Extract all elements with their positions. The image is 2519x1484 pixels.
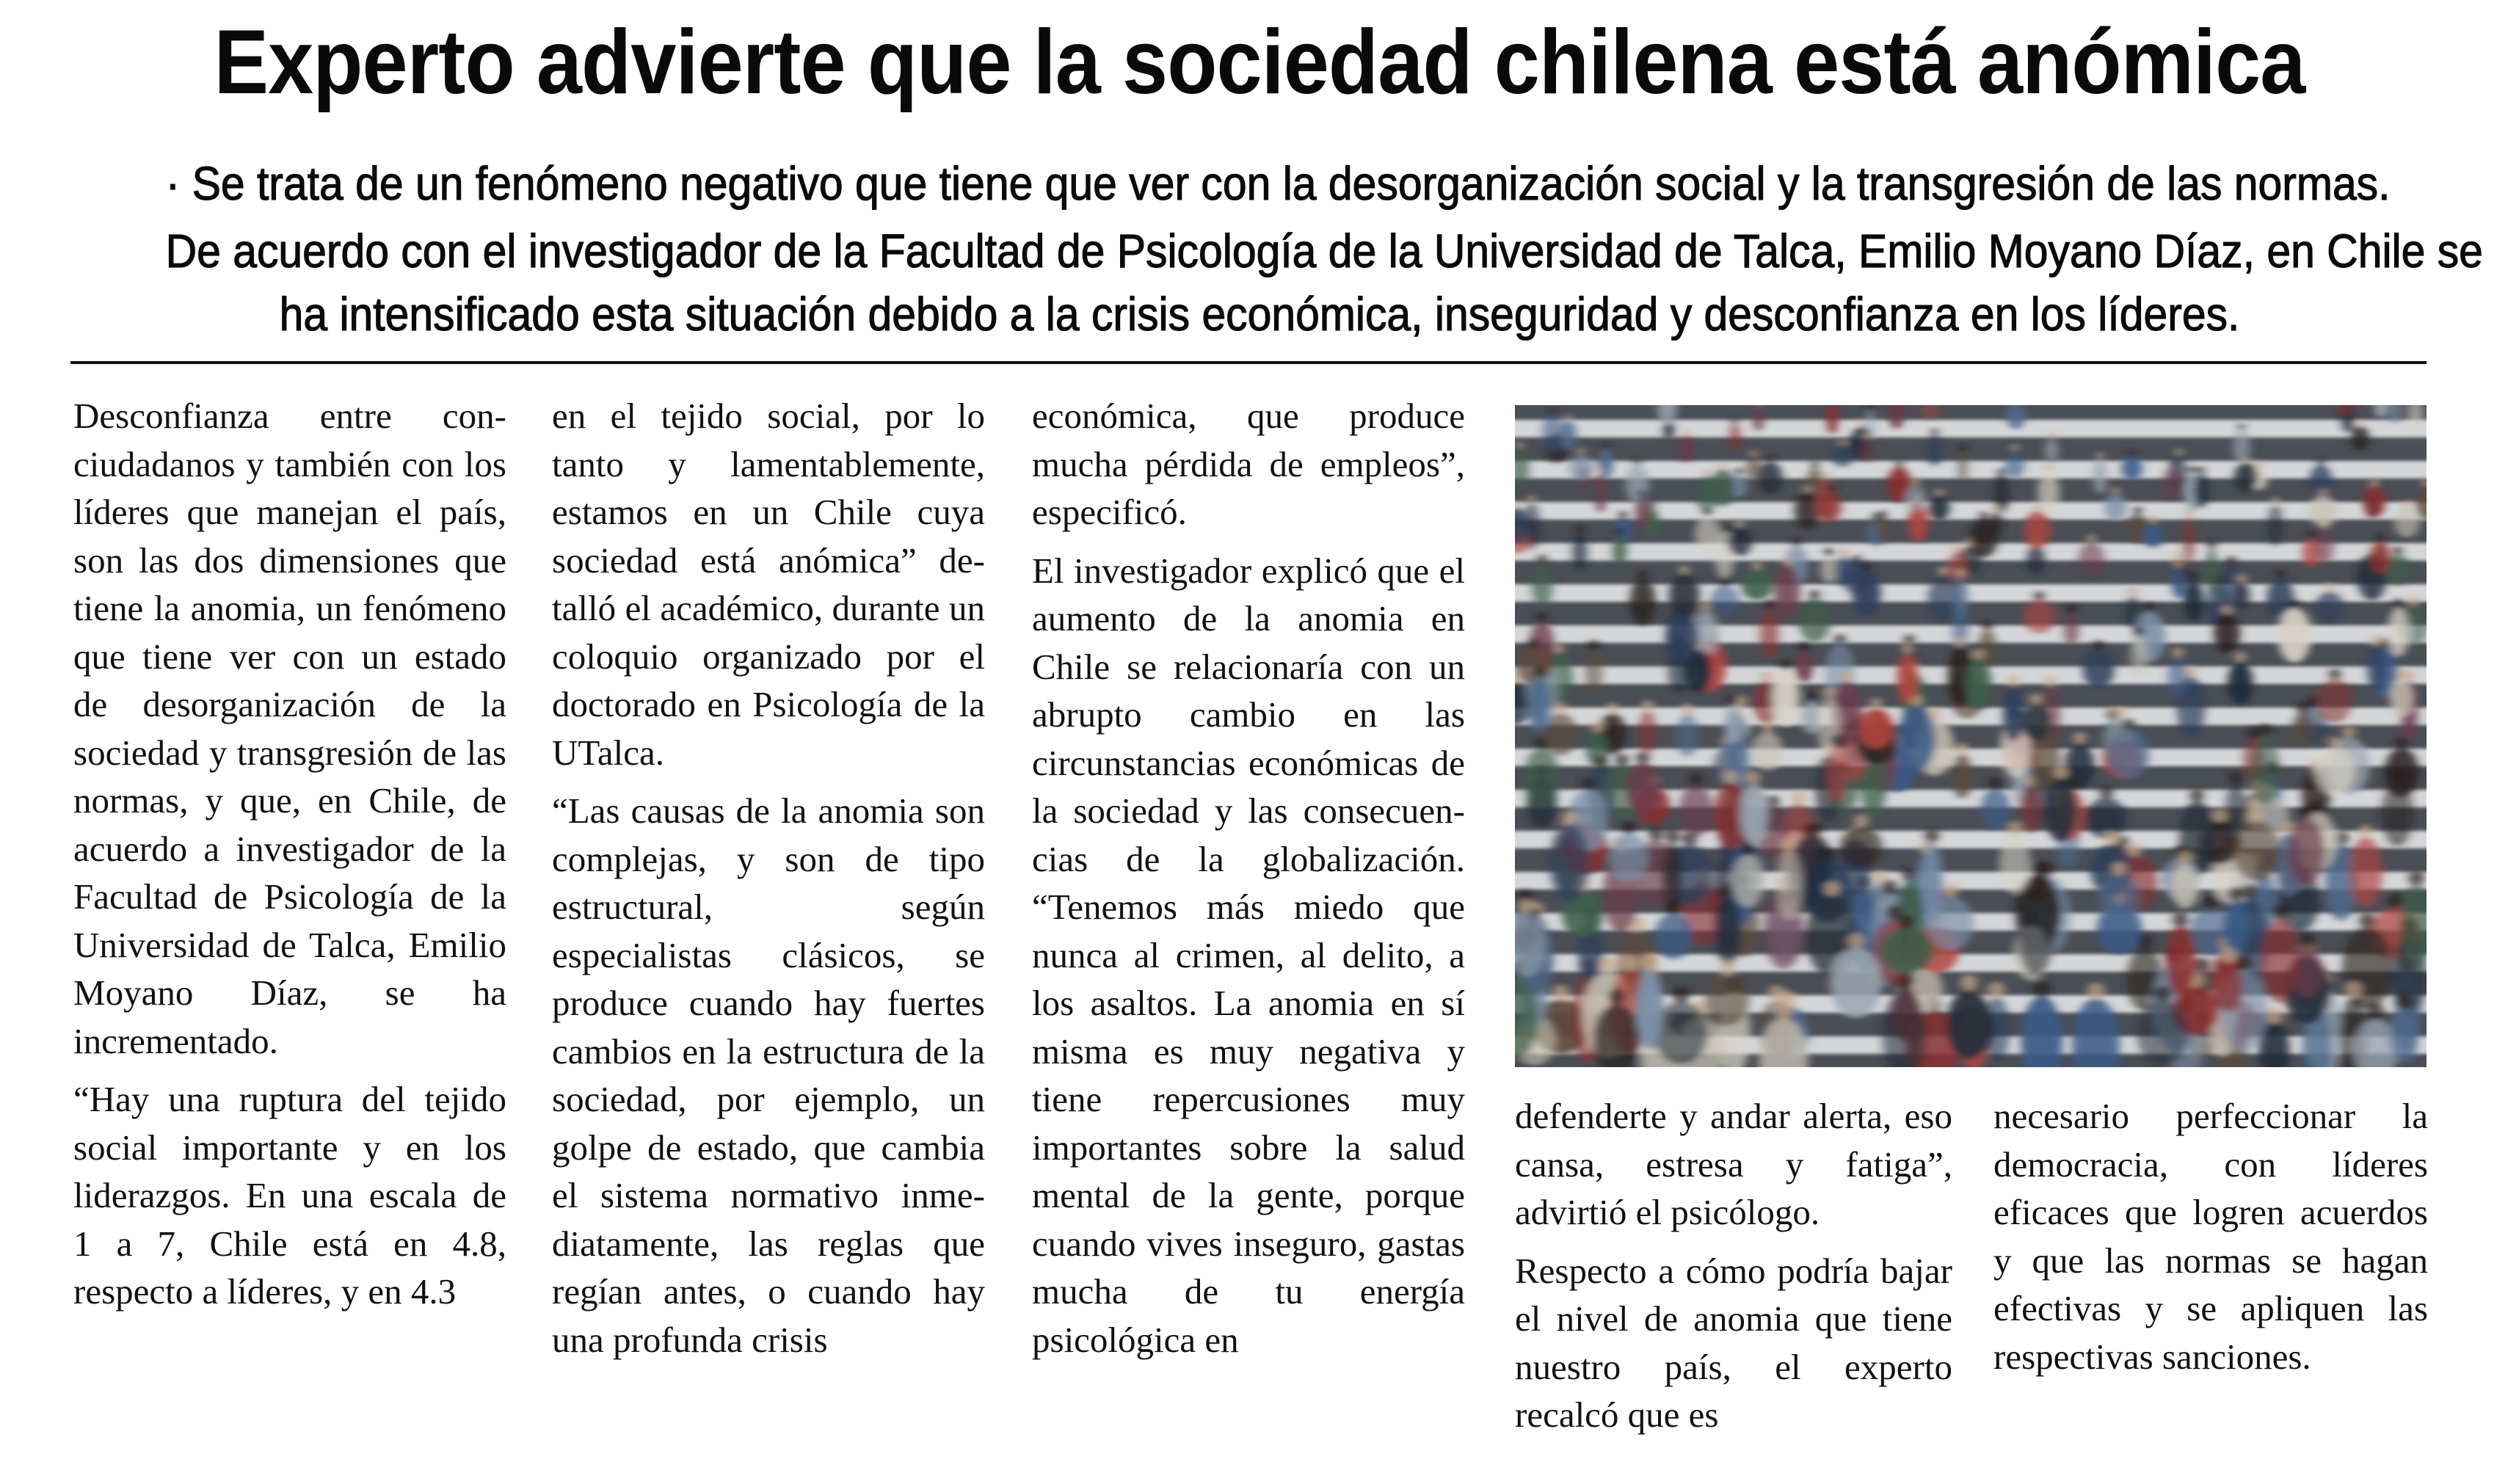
body-column-5 [1993, 1092, 2428, 1381]
crosswalk-stripe [1515, 420, 2427, 437]
header-divider [70, 361, 2427, 364]
paragraph: defenderte y andar alerta, eso cansa, estresa y fatiga”, advirtió el psicólogo. [1515, 1096, 1952, 1232]
paragraph: Desconfianza entre conciudadanos y también con los líderes que manejan el país, son las dos dimensiones que tiene la anomia, un fenómeno que tiene ver con un estado de desorganización de la sociedad y transgresión de las normas, y que, en Chile, de acuerdo a investigador de la Facultad de Psicología de la Universidad de Talca, Emilio Moyano Díaz, se ha incrementado. [73, 396, 506, 1061]
crowd-crossing-icon [1515, 405, 2427, 1067]
paragraph: “Las causas de la anomia son complejas, y son de tipo estructural, según especialistas clásicos, se produce cuando hay fuertes cambios en la estructura de la sociedad, por ejemplo, un golpe de estado, que cambia el sistema normativo inmediatamente, las reglas que regían antes, o cuando hay una profunda crisis [552, 790, 985, 1360]
crowd-photo [1515, 405, 2427, 1067]
paragraph: Respecto a cómo podría bajar el nivel de anomia que tiene nuestro país, el experto recalcó que es [1515, 1250, 1952, 1435]
paragraph: “Hay una ruptura del tejido social importante y en los liderazgos. En una escala de 1 a 7, Chile está en 4.8, respecto a líderes, y en 4.3 [73, 1079, 506, 1312]
lede-line-1: · Se trata de un fenómeno negativo que tiene que ver con la desorganización social y la transgresión de las normas. [165, 157, 2391, 210]
body-column-3 [1032, 392, 1465, 1364]
body-column-4 [1515, 1092, 1952, 1439]
paragraph: económica, que produce mucha pérdida de empleos”, especificó. [1032, 396, 1465, 532]
lede-line-3: ha intensificado esta situación debido a la crisis económica, inseguridad y desconfianza en los líderes. [279, 288, 2240, 341]
headline: Experto advierte que la sociedad chilena está anómica [214, 12, 2305, 113]
lede-line-2: De acuerdo con el investigador de la Facultad de Psicología de la Universidad de Talca, Emilio Moyano Díaz, en Chile se [165, 225, 2483, 277]
crosswalk-stripe [1515, 461, 2427, 479]
body-column-2 [552, 392, 985, 1364]
paragraph: necesario perfeccionar la democracia, con líderes eficaces que logren acuerdos y que las normas se hagan efectivas y se apliquen las respectivas sanciones. [1993, 1096, 2428, 1377]
body-column-1 [73, 392, 506, 1316]
paragraph: El investigador explicó que el aumento de la anomia en Chile se relacionaría con un abrupto cambio en las circunstancias económicas de la sociedad y las consecuencias de la globalización. “Tenemos más miedo que nunca al crimen, al delito, a los asaltos. La anomia en sí misma es muy negativa y tiene repercusiones muy importantes sobre la salud mental de la gente, porque cuando vives inseguro, gastas mucha de tu energía psicológica en [1032, 550, 1465, 1360]
paragraph: en el tejido social, por lo tanto y lamentablemente, estamos en un Chile cuya sociedad está anómica” detalló el académico, durante un coloquio organizado por el doctorado en Psicología de la UTalca. [552, 396, 985, 773]
